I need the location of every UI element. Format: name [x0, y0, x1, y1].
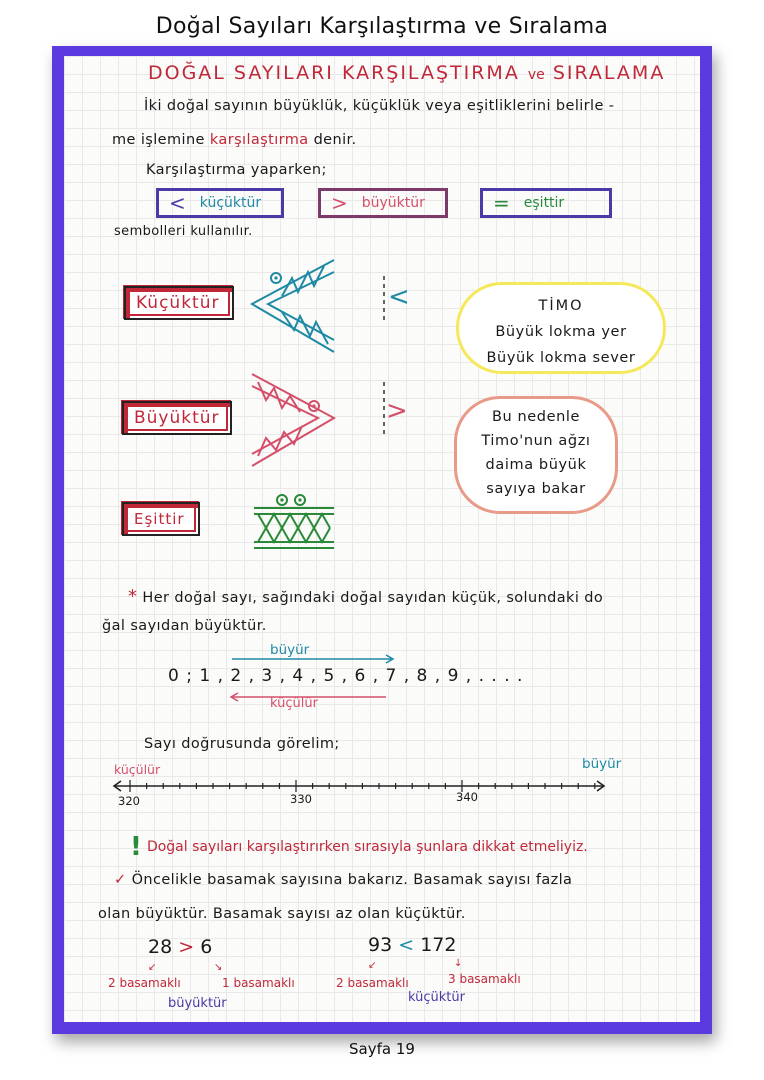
- crocodile-open-right-icon: [248, 370, 348, 470]
- word-box-big: Büyüktür: [122, 401, 232, 435]
- reason-line-3: daima büyük: [485, 457, 587, 473]
- intro-suffix: denir.: [313, 132, 357, 148]
- rule-text-1: Her doğal sayı, sağındaki doğal sayıdan küçük, solundaki do: [142, 590, 604, 606]
- check-icon: ✓: [114, 872, 127, 888]
- heading-main: DOĞAL SAYILARI KARŞILAŞTIRMA: [148, 62, 520, 84]
- symbol-box-less: [156, 188, 284, 218]
- number-line: [112, 778, 612, 794]
- reason-cloud: [454, 396, 618, 514]
- crocodile-open-left-icon: [248, 256, 348, 356]
- intro-term: karşılaştırma: [209, 132, 309, 148]
- ex2-label-a: 2 basamaklı: [336, 976, 409, 990]
- rule-line-1: [128, 586, 603, 607]
- sequence-numbers: 0 ; 1 , 2 , 3 , 4 , 5 , 6 , 7 , 8 , 9 , . . . .: [168, 666, 524, 686]
- less-than-symbol: <: [169, 191, 186, 215]
- timo-line-1: Büyük lokma yer: [495, 324, 627, 340]
- ex2-arrow-a: ↙: [368, 960, 377, 971]
- reason-line-4: sayıya bakar: [486, 481, 586, 497]
- reason-line-1: Bu nedenle: [491, 409, 581, 425]
- ex1-b: 6: [200, 936, 213, 958]
- sequence-bigger-label: büyür: [270, 642, 310, 658]
- ex2-b: 172: [420, 934, 457, 956]
- numberline-tick-330: 330: [290, 792, 312, 806]
- mark-less-than: <: [388, 282, 410, 312]
- ex2-a: 93: [368, 934, 393, 956]
- exclamation-icon: !: [130, 832, 142, 862]
- ex2-op: <: [398, 934, 415, 956]
- timo-cloud: [456, 282, 666, 374]
- equal-text: eşittir: [523, 195, 565, 211]
- ex1-a: 28: [148, 936, 173, 958]
- crocodile-closed-icon: [250, 492, 340, 562]
- numberline-bigger-label: büyür: [582, 756, 622, 772]
- symbol-box-equal: [480, 188, 612, 218]
- example-1: [148, 936, 212, 958]
- ex1-op: >: [178, 936, 195, 958]
- word-box-equal: Eşittir: [122, 502, 200, 536]
- check-text-1: Öncelikle basamak sayısına bakarız. Basamak sayısı fazla: [131, 872, 573, 888]
- symbol-box-greater: [318, 188, 448, 218]
- greater-than-text: büyüktür: [361, 195, 425, 211]
- heading-end: SIRALAMA: [552, 62, 666, 84]
- check-line-1: [114, 872, 572, 888]
- numberline-title: Sayı doğrusunda görelim;: [144, 736, 340, 752]
- example-2: [368, 934, 456, 956]
- page-number: Sayfa 19: [349, 1040, 415, 1058]
- ex1-label-a: 2 basamaklı: [108, 976, 181, 990]
- compare-label: Karşılaştırma yaparken;: [146, 162, 327, 178]
- attention-text: Doğal sayıları karşılaştırırken sırasıyla şunlara dikkat etmeliyiz.: [146, 839, 588, 855]
- heading-ve: ve: [527, 67, 545, 83]
- check-line-2: olan büyüktür. Basamak sayısı az olan küçüktür.: [98, 906, 466, 922]
- ex1-arrow-a: ↙: [148, 962, 157, 973]
- notes-heading: [148, 62, 665, 84]
- intro-prefix: me işlemine: [112, 132, 205, 148]
- mark-greater-than: >: [386, 396, 408, 426]
- symbols-suffix: sembolleri kullanılır.: [114, 224, 253, 239]
- numberline-smaller-label: küçülür: [114, 762, 161, 777]
- attention-line: [130, 832, 588, 862]
- intro-line-2: [112, 132, 357, 148]
- ex2-label-b: 3 basamaklı: [448, 972, 521, 986]
- ex1-result: büyüktür: [168, 996, 227, 1011]
- numberline-tick-340: 340: [456, 790, 478, 804]
- document-title: Doğal Sayıları Karşılaştırma ve Sıralama: [155, 14, 609, 39]
- greater-than-symbol: >: [331, 191, 348, 215]
- star-icon: *: [128, 586, 138, 607]
- numberline-tick-320: 320: [118, 794, 140, 808]
- word-box-small: Küçüktür: [124, 286, 234, 320]
- notebook-page: [64, 56, 700, 1022]
- ex2-result: küçüktür: [408, 990, 465, 1005]
- less-than-text: küçüktür: [199, 195, 262, 211]
- timo-name: TİMO: [538, 298, 584, 314]
- sequence-smaller-label: küçülür: [270, 696, 318, 711]
- sequence-right-arrow: [232, 654, 402, 664]
- equal-symbol: =: [493, 191, 510, 215]
- ex2-arrow-b: ↓: [454, 958, 463, 969]
- reason-line-2: Timo'nun ağzı: [481, 433, 591, 449]
- intro-line-1: İki doğal sayının büyüklük, küçüklük veya eşitliklerini belirle -: [144, 98, 615, 114]
- rule-line-2: ğal sayıdan büyüktür.: [102, 618, 267, 634]
- ex1-arrow-b: ↘: [214, 962, 223, 973]
- timo-line-2: Büyük lokma sever: [486, 350, 636, 366]
- ex1-label-b: 1 basamaklı: [222, 976, 295, 990]
